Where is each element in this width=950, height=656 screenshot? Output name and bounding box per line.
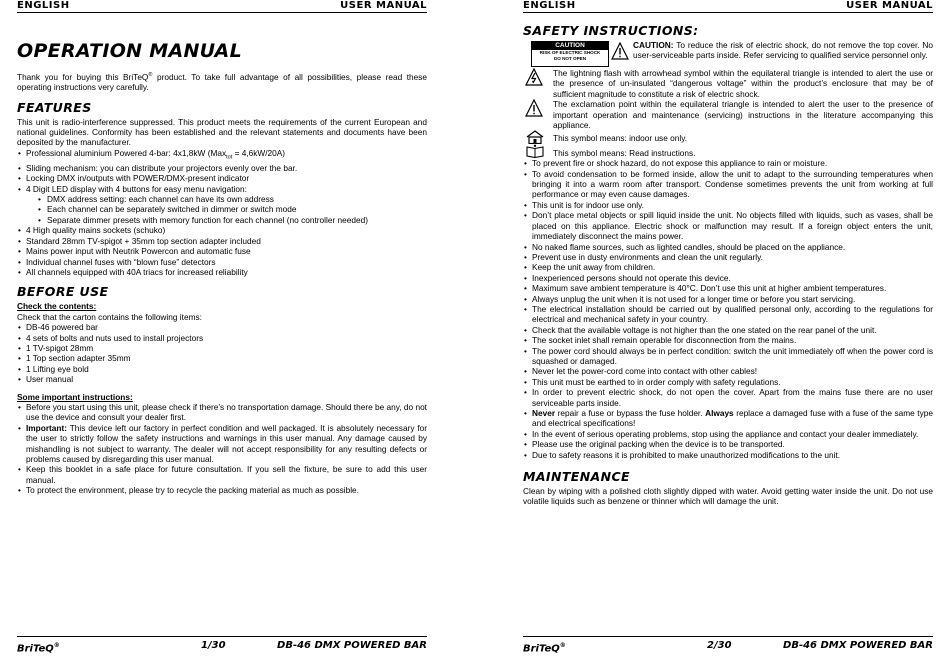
intro-paragraph: [17, 70, 427, 93]
list-item: • 1 TV-spigot 28mm: [17, 343, 427, 353]
header-manual: USER MANUAL: [846, 0, 933, 11]
list-item: • In the event of serious operating problems, stop using the appliance and contact your dealer immediately.: [523, 429, 933, 439]
item-text: This device left our factory in perfect condition and well packaged. It is absolutely necessary for the user to strictly follow the safety instructions and warnings in this user manual. Any damage caused by mishandling is not subject to warranty. The dealer will not accept responsibility for any resulting defects or problems caused by disregarding this user manual.: [26, 422, 427, 465]
indoor-symbol-text: This symbol means: indoor use only.: [553, 133, 688, 144]
check-contents-title: Check the contents:: [17, 301, 97, 312]
list-item: [523, 408, 933, 429]
exclamation-symbol-row: [523, 99, 933, 130]
footer-brand: [523, 639, 566, 656]
important-instructions-title: Some important instructions:: [17, 391, 133, 402]
list-item: • The power cord should always be in perfect condition: switch the unit immediately off when the power cord is squashed or damaged.: [523, 346, 933, 367]
item-text: repair a fuse or bypass the fuse holder.: [555, 408, 706, 418]
safety-list: [523, 158, 933, 460]
header-language: ENGLISH: [523, 0, 576, 11]
caution-block: [523, 40, 933, 68]
list-item: • This unit is for indoor use only.: [523, 200, 933, 210]
list-item: • Before you start using this unit, please check if there’s no transportation damage. Should there be any, do not use the device and consult your dealer first.: [17, 402, 427, 423]
caution-label-icon: [531, 41, 609, 67]
list-item: [17, 423, 427, 465]
list-item: • Don’t place metal objects or spill liquid inside the unit. No objects filled with liquids, such as vases, shall be placed on this appliance. Electric shock or malfunction may result. If a foreign object enters the unit, immediately disconnect the mains power.: [523, 210, 933, 241]
exclamation-triangle-icon: [525, 99, 543, 117]
list-item: • To avoid condensation to be formed inside, allow the unit to adapt to the surrounding temperatures when bringing it into a warm room after transport. Condense sometimes prevents the unit from working at full performance or may even cause damages.: [523, 169, 933, 200]
list-item: • 4 High quality mains sockets (schuko): [17, 225, 427, 235]
list-item: • 1 Top section adapter 35mm: [17, 353, 427, 363]
list-item: • To protect the environment, please try to recycle the packing material as much as possible.: [17, 485, 427, 495]
page-number: 2/30: [707, 640, 732, 651]
list-item: • Keep this booklet in a safe place for future consultation. If you sell the fixture, be sure to add this user manual.: [17, 464, 427, 485]
caution-label-text: CAUTION: [532, 42, 608, 50]
list-item: • DB-46 powered bar: [17, 322, 427, 332]
list-item: • 1 Lifting eye bold: [17, 364, 427, 374]
caution-text: [633, 40, 933, 60]
list-item: • Please use the original packing when the device is to be transported.: [523, 439, 933, 449]
page-title: OPERATION MANUAL: [17, 40, 242, 62]
list-item: • The electrical installation should be carried out by qualified personal only, according to the regulations for electrical and mechanical safety in your country.: [523, 304, 933, 325]
list-item: • In order to prevent electric shock, do not open the cover. Apart from the mains fuse there are no user serviceable parts inside.: [523, 387, 933, 408]
features-list: [17, 148, 427, 278]
list-item: • This unit must be earthed to in order comply with safety regulations.: [523, 377, 933, 387]
list-item: • Sliding mechanism: you can distribute your projectors evenly over the bar.: [17, 163, 427, 173]
right-page-body: [523, 24, 933, 507]
caution-small-text: RISK OF ELECTRIC SHOCK: [539, 50, 601, 55]
registered-mark: ®: [559, 642, 566, 649]
list-item: • Maximum save ambient temperature is 40°C. Don’t use this unit at higher ambient temperatures.: [523, 283, 933, 293]
page-header: [17, 0, 427, 13]
list-item: • 4 Digit LED display with 4 buttons for easy menu navigation:: [17, 184, 427, 194]
sub-list-item: • Each channel can be separately switched in dimmer or switch mode: [17, 204, 427, 214]
always-label: Always: [705, 408, 734, 418]
list-item: • Individual channel fuses with “blown fuse” detectors: [17, 257, 427, 267]
item-subscript: tot: [226, 154, 233, 161]
sub-list-item: • Separate dimmer presets with memory function for each channel (no controller needed): [17, 215, 427, 225]
left-page: [17, 0, 427, 654]
registered-mark: ®: [148, 72, 153, 78]
caution-body: To reduce the risk of electric shock, do not remove the top cover. No user-serviceable parts inside. Refer servicing to qualified service personnel only.: [633, 40, 933, 61]
lightning-symbol-text: The lightning flash with arrowhead symbol within the equilateral triangle is intended to alert the use or the presence of un-insulated “dangerous voltage” within the product’s enclosure that may be of sufficient magnitude to constitute a risk of electric shock.: [553, 68, 933, 99]
before-use-heading: BEFORE USE: [17, 284, 109, 300]
item-text: = 4,6kW/20A): [232, 147, 286, 158]
list-item: • Check that the available voltage is not higher than the one stated on the rear panel of the unit.: [523, 325, 933, 335]
intro-text-end: product. To take full advantage of all possibilities, please read these operating instructions very carefully.: [17, 71, 427, 93]
intro-text-start: Thank you for buying this BriTeQ: [17, 71, 149, 82]
list-item: • Never let the power-cord come into contact with other cables!: [523, 366, 933, 376]
page-header: [523, 0, 933, 13]
indoor-house-icon: [525, 130, 545, 144]
exclamation-triangle-icon: [611, 42, 629, 60]
registered-mark: ®: [53, 642, 60, 649]
important-label: Important:: [26, 422, 68, 433]
page-number: 1/30: [201, 640, 226, 651]
features-heading: FEATURES: [17, 99, 92, 115]
list-item: • Always unplug the unit when it is not used for a longer time or before you start servicing.: [523, 294, 933, 304]
contents-list: [17, 322, 427, 384]
item-text: replace a damaged fuse with a fuse of the same type and electrical specifications!: [532, 408, 933, 429]
check-contents-text: Check that the carton contains the following items:: [17, 311, 202, 322]
list-item: • Standard 28mm TV-spigot + 35mm top section adapter included: [17, 236, 427, 246]
page-footer: [523, 636, 933, 653]
list-item: • No naked flame sources, such as lighted candles, should be placed on the appliance.: [523, 242, 933, 252]
instructions-list: [17, 402, 427, 496]
sub-list-item: • DMX address setting: each channel can have its own address: [17, 194, 427, 204]
list-item: • User manual: [17, 374, 427, 384]
read-symbol-text: This symbol means: Read instructions.: [553, 147, 696, 158]
list-item: • All channels equipped with 40A triacs for increased reliability: [17, 267, 427, 277]
lightning-triangle-icon: [525, 68, 543, 86]
page-footer: [17, 636, 427, 653]
lightning-symbol-row: [523, 68, 933, 99]
list-item: • Due to safety reasons it is prohibited to make unauthorized modifications to the unit.: [523, 450, 933, 460]
list-item: • 4 sets of bolts and nuts used to install projectors: [17, 333, 427, 343]
footer-brand: [17, 639, 60, 656]
safety-heading: SAFETY INSTRUCTIONS:: [523, 23, 699, 38]
read-instructions-book-icon: [525, 144, 545, 158]
read-symbol-row: [523, 148, 933, 158]
list-item: • Keep the unit away from children.: [523, 262, 933, 272]
exclamation-symbol-text: The exclamation point within the equilateral triangle is intended to alert the user to the presence of important operation and maintenance (servicing) instructions in the literature accompanying this appliance.: [553, 99, 933, 131]
header-language: ENGLISH: [17, 0, 70, 11]
list-item: • To prevent fire or shock hazard, do not expose this appliance to rain or moisture.: [523, 158, 933, 168]
caution-small-text: DO NOT OPEN: [553, 55, 587, 61]
maintenance-heading: MAINTENANCE: [523, 469, 631, 485]
footer-model: DB-46 DMX POWERED BAR: [277, 640, 427, 651]
brand-name: BriTeQ: [523, 643, 560, 655]
footer-model: DB-46 DMX POWERED BAR: [783, 640, 933, 651]
list-item: • Mains power input with Neutrik Powercon and automatic fuse: [17, 246, 427, 256]
caution-bold: CAUTION:: [633, 40, 674, 50]
features-text: This unit is radio-interference suppressed. This product meets the requirements of the current European and national guidelines. Conformity has been established and the relevant statements and documents have been deposited by the manufacturer.: [17, 116, 427, 148]
item-text: Professional aluminium Powered 4-bar: 4x1,8kW (Max: [26, 147, 227, 158]
left-page-body: [17, 20, 427, 496]
list-item: • Prevent use in dusty environments and clean the unit regularly.: [523, 252, 933, 262]
never-label: Never: [532, 408, 556, 418]
list-item: • Locking DMX in/outputs with POWER/DMX-present indicator: [17, 173, 427, 183]
brand-name: BriTeQ: [17, 643, 54, 655]
list-item: [17, 148, 427, 163]
right-page: [523, 0, 933, 654]
list-item: • The socket inlet shall remain operable for disconnection from the mains.: [523, 335, 933, 345]
list-item: • Inexperienced persons should not operate this device.: [523, 273, 933, 283]
maintenance-text: Clean by wiping with a polished cloth slightly dipped with water. Avoid getting water inside the unit. Do not use volatile liquids such as benzene or thinner which will damage the unit.: [523, 486, 933, 507]
header-manual: USER MANUAL: [340, 0, 427, 11]
indoor-symbol-row: [523, 133, 933, 143]
